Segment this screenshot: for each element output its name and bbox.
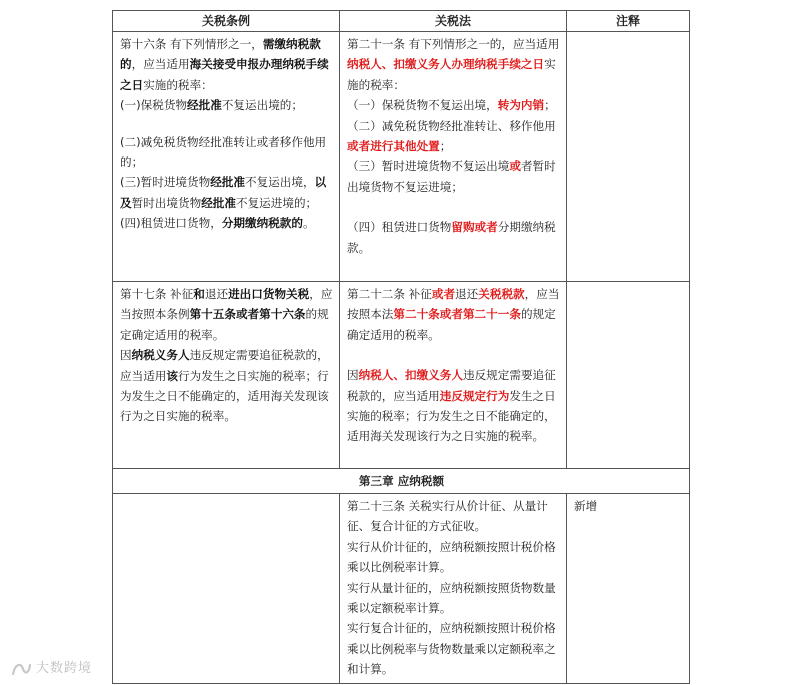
old-article-17-para-2: 因纳税义务人违反规定需要追征税款的，应当适用该行为发生之日实施的税率；行为发生之日不能确定的，适用海关发现该行为之日实施的税率。 [120,348,329,424]
old-article-17 [113,282,340,469]
old-article-16-item-1: (一)保税货物经批准不复运出境的； [120,98,303,113]
note-new-added: 新增 [567,494,690,684]
new-article-21-item-3: （三）暂时进境货物不复运出境或者暂时出境货物不复运进境； [347,159,556,194]
header-row [113,11,690,32]
chapter-heading: 第三章 应纳税额 [113,469,690,494]
chapter-row [113,469,690,494]
header-new-law: 关税法 [340,11,567,32]
old-article-16-intro: 第十六条 有下列情形之一，需缴纳税款的，应当适用海关接受申报办理纳税手续之日实施的税率： [120,37,329,92]
new-article-21-intro: 第二十一条 有下列情形之一的，应当适用纳税人、扣缴义务人办理纳税手续之日实施的税率： [347,37,560,92]
old-article-17-para-1: 第十七条 补征和退还进出口货物关税，应当按照本条例第十五条或者第十六条的规定确定适用的税率。 [120,287,333,342]
new-article-21-item-4: （四）租赁进口货物留购或者分期缴纳税款。 [347,220,556,255]
new-article-23-para-4: 实行复合计征的，应纳税额按照计税价格乘以比例税率与货物数量乘以定额税率之和计算。 [347,621,556,677]
note-cell [567,282,690,469]
header-notes: 注释 [567,11,690,32]
new-article-23-para-1: 第二十三条 关税实行从价计征、从量计征、复合计征的方式征收。 [347,499,548,534]
table-row [113,494,690,684]
table-row [113,282,690,469]
new-article-21-item-1: （一）保税货物不复运出境，转为内销； [347,98,556,113]
new-article-22-para-1: 第二十二条 补征或者退还关税税款，应当按照本法第二十条或者第二十一条的规定确定适用的税率。 [347,287,560,342]
note-cell [567,32,690,282]
new-article-22-para-2: 因纳税人、扣缴义务人违反规定需要追征税款的，应当适用违反规定行为发生之日实施的税率；行为发生之日不能确定的，适用海关发现该行为之日实施的税率。 [347,368,556,444]
table-row [113,32,690,282]
comparison-table [112,10,690,684]
old-article-16 [113,32,340,282]
new-article-21 [340,32,567,282]
new-article-21-item-2: （二）减免税货物经批准转让、移作他用或者进行其他处置； [347,118,556,154]
watermark [10,657,92,677]
old-article-16-item-3: (三)暂时进境货物经批准不复运出境，以及暂时出境货物经批准不复运进境的； [120,175,327,210]
new-article-23-para-3: 实行从量计征的，应纳税额按照货物数量乘以定额税率计算。 [347,580,556,616]
new-article-23 [340,494,567,684]
watermark-logo-icon [10,661,32,677]
header-old-regulation: 关税条例 [113,11,340,32]
watermark-text: 大数跨境 [36,661,93,676]
new-article-22 [340,282,567,469]
old-article-16-item-4: (四)租赁进口货物，分期缴纳税款的。 [120,216,315,231]
old-empty-cell [113,494,340,684]
new-article-23-para-2: 实行从价计征的，应纳税额按照计税价格乘以比例税率计算。 [347,539,556,575]
old-article-16-item-2: (二)减免税货物经批准转让或者移作他用的； [120,134,327,170]
